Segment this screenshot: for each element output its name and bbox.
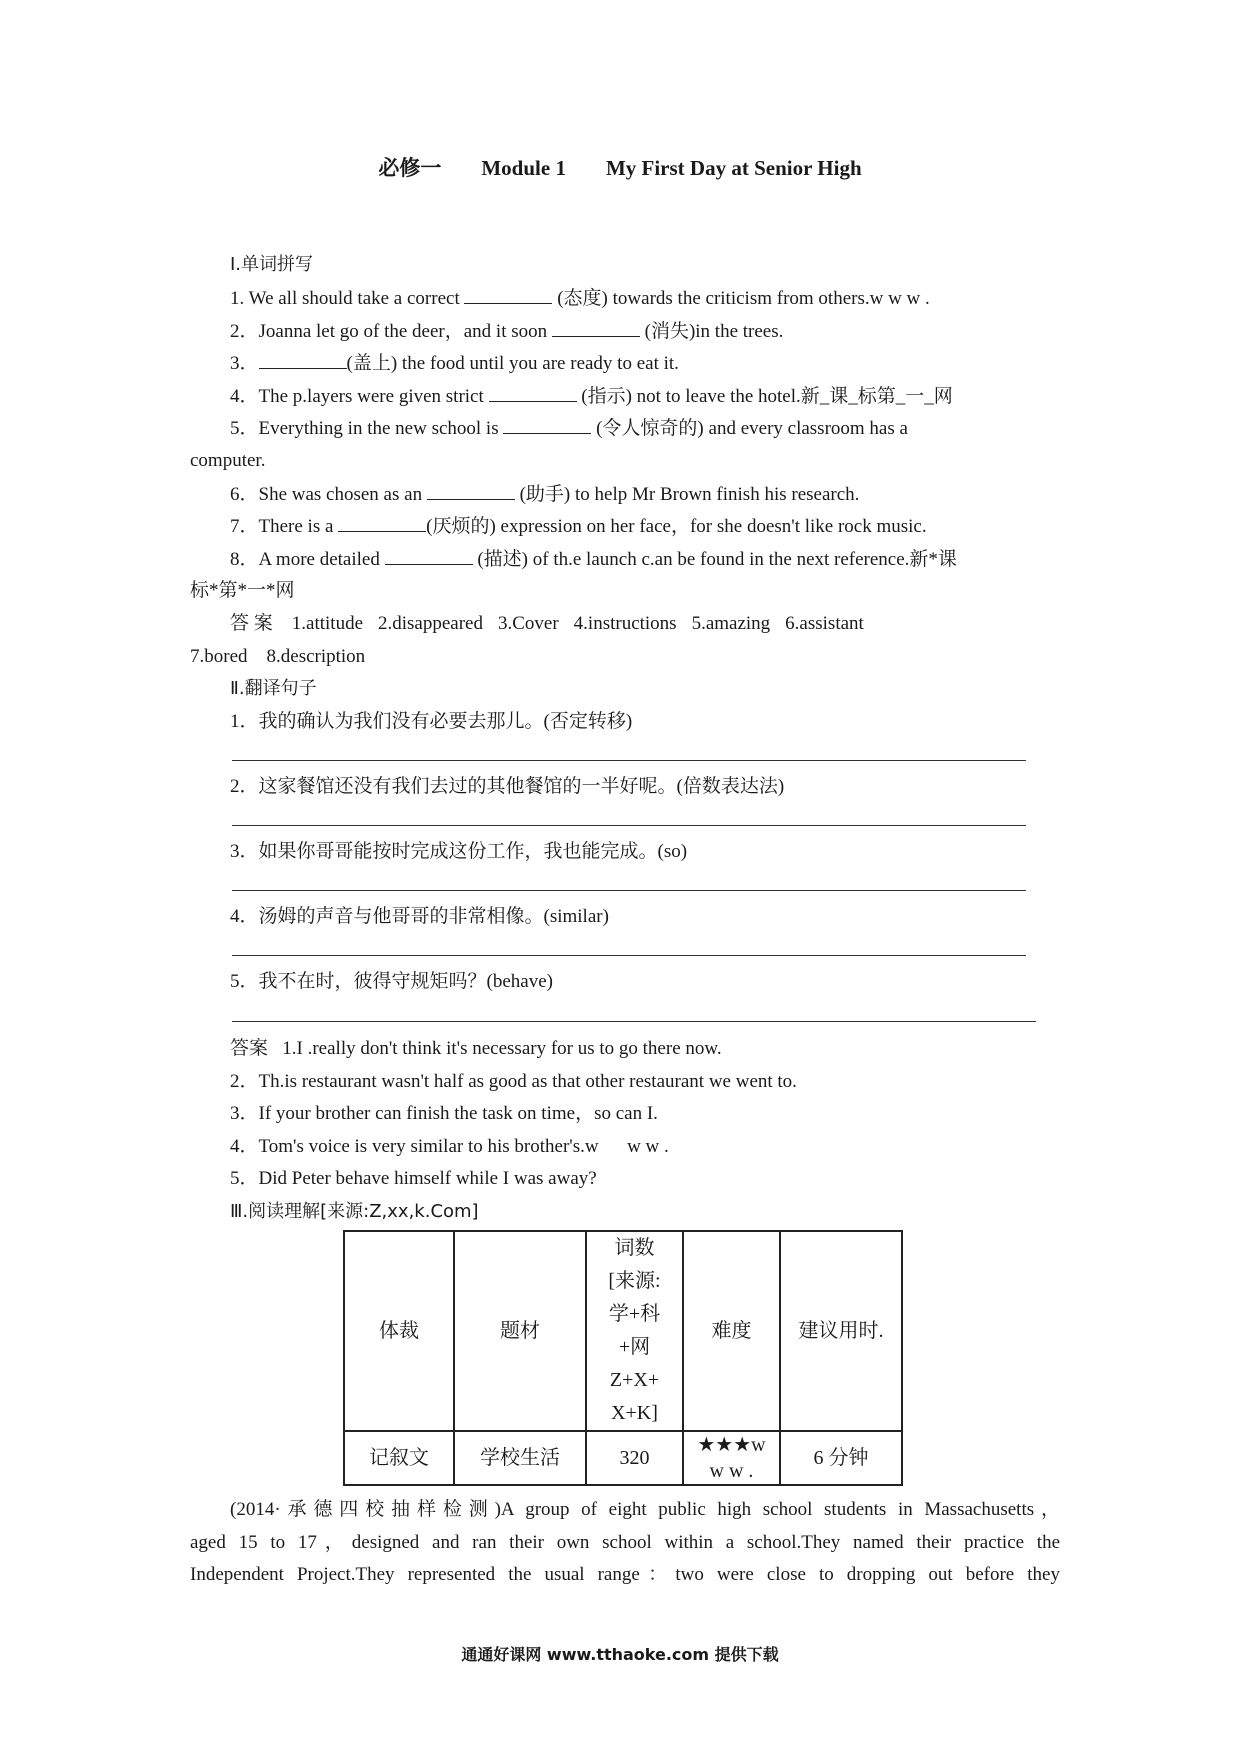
s1-item-3: 3． (盖上) the food until you are ready to eat it. xyxy=(230,350,1060,377)
s1-item-7: 7．There is a (厌烦的) expression on her face，for she doesn't like rock music. xyxy=(230,513,1060,540)
s2-item-4: 4．汤姆的声音与他哥哥的非常相像。(similar) xyxy=(230,906,609,927)
s2-item-1: 1．我的确认为我们没有必要去那儿。(否定转移) xyxy=(230,711,633,732)
answer-values: 1.attitude 2.disappeared 3.Cover 4.instructions 5.amazing 6.assistant xyxy=(291,613,864,634)
s1-answers-line2: 7.bored 8.description xyxy=(190,646,366,667)
header-difficulty: 难度 xyxy=(683,1231,780,1431)
header-suggested-time: 建议用时. xyxy=(780,1231,902,1431)
header-topic: 题材 xyxy=(454,1231,586,1431)
title-prefix: 必修一 xyxy=(378,156,442,180)
s1-item-4: 4．The p.layers were given strict (指示) not to leave the hotel.新_课_标第_一_网 xyxy=(230,383,1060,410)
answer-blank xyxy=(489,383,577,402)
passage-line: (2014·承德四校抽样检测)A group of eight public high school students in Massachusetts， xyxy=(230,1499,1060,1520)
answer-line xyxy=(232,890,1026,891)
answer-blank xyxy=(552,318,640,337)
cell-time: 6 分钟 xyxy=(780,1431,902,1485)
page-title xyxy=(0,152,1240,182)
s1-answers-line1 xyxy=(230,611,1060,637)
s2-answer-1: 答案 1.I .really don't think it's necessary for us to go there now. xyxy=(230,1038,722,1059)
answer-blank xyxy=(338,513,426,532)
header-words: 词数 [来源: 学+科 +网 Z+X+ X+K] xyxy=(586,1231,683,1431)
cell-genre: 记叙文 xyxy=(344,1431,454,1485)
s1-item-6: 6．She was chosen as an (助手) to help Mr Brown finish his research. xyxy=(230,481,1060,508)
table-header-row xyxy=(344,1231,902,1431)
cell-difficulty: ★★★w w w . xyxy=(683,1431,780,1485)
answer-blank xyxy=(427,481,515,500)
answer-line xyxy=(232,760,1026,761)
answer-blank xyxy=(464,285,552,304)
section3-heading: Ⅲ.阅读理解[来源:Z,xx,k.Com] xyxy=(230,1201,479,1222)
s1-item-5: 5．Everything in the new school is (令人惊奇的) and every classroom has a xyxy=(230,415,1060,442)
s1-item-5-cont: computer. xyxy=(190,450,266,471)
answer-line xyxy=(232,955,1026,956)
s2-answer-3: 3．If your brother can finish the task on time，so can I. xyxy=(230,1103,658,1124)
s1-item-2: 2．Joanna let go of the deer，and it soon (消失)in the trees. xyxy=(230,318,1060,345)
s2-answer-4: 4．Tom's voice is very similar to his brother's.w w w . xyxy=(230,1136,669,1157)
section2-heading: Ⅱ.翻译句子 xyxy=(230,678,317,699)
passage-info-table xyxy=(343,1230,903,1486)
title-topic: My First Day at Senior High xyxy=(605,156,862,180)
s1-item-1: 1. We all should take a correct (态度) towards the criticism from others.w w w . xyxy=(230,285,1060,312)
header-genre: 体裁 xyxy=(344,1231,454,1431)
difficulty-stars: ★★★w xyxy=(697,1434,766,1456)
cell-topic: 学校生活 xyxy=(454,1431,586,1485)
answer-blank xyxy=(385,546,473,565)
answer-blank xyxy=(259,350,347,369)
s1-item-8: 8．A more detailed (描述) of th.e launch c.an be found in the next reference.新*课 xyxy=(230,546,1060,573)
s2-item-5: 5．我不在时，彼得守规矩吗？(behave) xyxy=(230,971,553,992)
footer: 通通好课网 www.tthaoke.com 提供下载 xyxy=(461,1645,779,1664)
section1-heading: Ⅰ.单词拼写 xyxy=(230,254,314,275)
title-module: Module 1 xyxy=(481,156,566,180)
s2-item-3: 3．如果你哥哥能按时完成这份工作，我也能完成。(so) xyxy=(230,841,688,862)
answer-line xyxy=(232,825,1026,826)
answer-line xyxy=(232,1021,1036,1022)
passage-line: Independent Project.They represented the usual range：two were close to dropping out before they xyxy=(190,1564,1060,1585)
s2-answer-5: 5．Did Peter behave himself while I was away? xyxy=(230,1168,597,1189)
s1-item-8-cont: 标*第*一*网 xyxy=(190,580,295,601)
answer-label: 答 案 xyxy=(230,613,273,634)
s2-answer-2: 2．Th.is restaurant wasn't half as good as that other restaurant we went to. xyxy=(230,1071,797,1092)
cell-words: 320 xyxy=(586,1431,683,1485)
answer-label: 答案 xyxy=(230,1038,269,1059)
passage-line: aged 15 to 17，designed and ran their own school within a school.They named their practice the xyxy=(190,1532,1060,1553)
s2-item-2: 2．这家餐馆还没有我们去过的其他餐馆的一半好呢。(倍数表达法) xyxy=(230,776,785,797)
answer-blank xyxy=(503,415,591,434)
table-row xyxy=(344,1431,902,1485)
